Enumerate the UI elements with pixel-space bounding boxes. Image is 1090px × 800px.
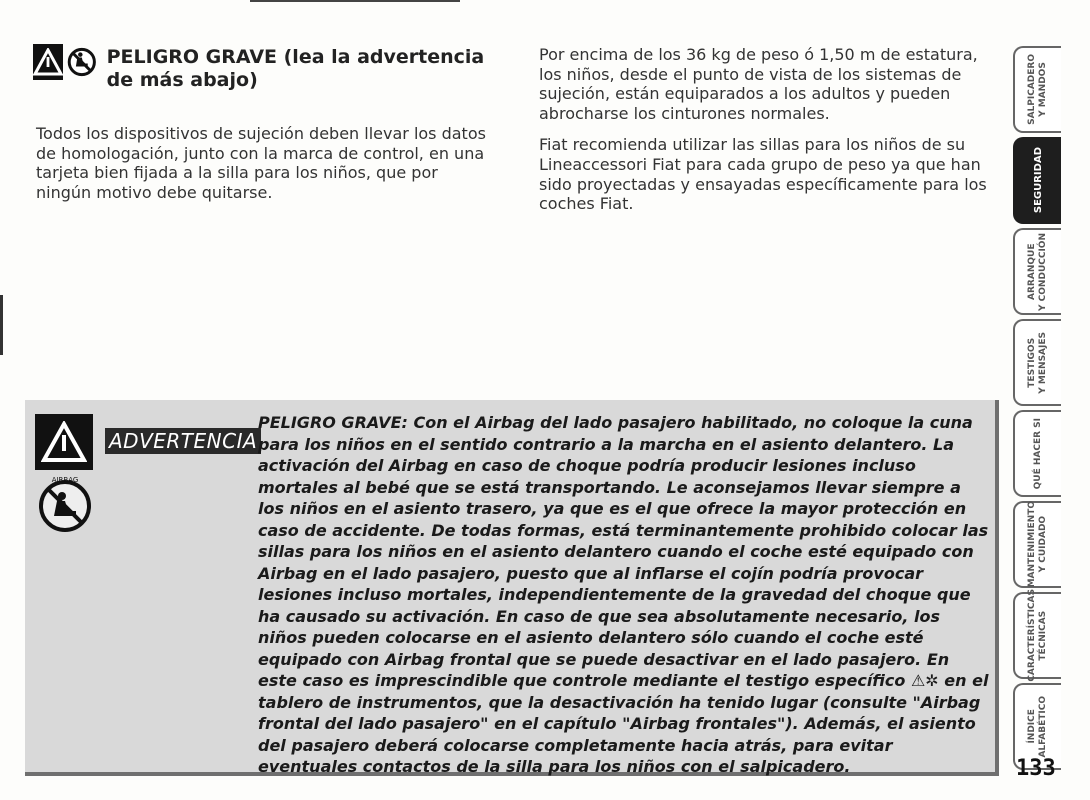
danger-section [33,44,503,92]
advertencia-text [258,412,990,778]
tab-label: SEGURIDAD [1032,147,1044,214]
tab-arranque[interactable] [1013,228,1061,315]
tab-caracteristicas[interactable] [1013,589,1061,682]
tab-label: MANTENIMIENTO Y CUIDADO [1027,501,1048,588]
tab-label: ÍNDICE ALFABÉTICO [1027,695,1048,758]
tab-label: SALPICADERO Y MANDOS [1027,54,1048,125]
tab-salpicadero[interactable] [1013,46,1061,133]
advertencia-text-part1: PELIGRO GRAVE: Con el Airbag del lado pasajero habilitado, no coloque la cuna para los niños en el sentido contrario a la marcha en el asiento delantero. La activación del Airbag en caso de choque podría producir lesiones incluso mortales al bebé que se está transportando. Le aconsejamos llevar siempre a los niños en el asiento trasero, ya que es el que ofrece la mayor protección en caso de accidente. De todas formas, está terminantemente prohibido colocar las sillas para los niños en el asiento delantero cuando el coche esté equipado con Airbag en el lado pasajero, puesto que al inflarse el cojín podría provocar lesiones incluso mortales, independientemente de la gravedad del choque que ha causado su activación. En caso de que sea absolutamente necesario, los niños pueden colocarse en el asiento delantero sólo cuando el coche esté equipado con Airbag frontal que se puede desactivar en el lado pasajero. En este caso es imprescindible que controle mediante el testigo específico [258,413,989,690]
tab-label: ARRANQUE Y CONDUCCIÓN [1027,232,1048,311]
advertencia-box [25,400,999,776]
danger-title: PELIGRO GRAVE (lea la advertencia de más abajo) [106,46,485,91]
tab-label: TESTIGOS Y MENSAJES [1027,331,1048,394]
tab-que-hacer-si[interactable] [1013,410,1061,497]
tab-seguridad[interactable] [1013,137,1061,224]
warning-triangle-icon [35,414,93,470]
advertencia-text-part2: en el tablero de instrumentos, que la desactivación ha tenido lugar (consulte "Airbag frontal del lado pasajero" en el capítulo "Airbag frontales"). Además, el asiento del pasajero deberá colocarse completamente hacia atrás, para evitar eventuales contactos de la silla para los niños con el salpicadero. [258,671,989,776]
tab-mantenimiento[interactable] [1013,501,1061,588]
section-tabs [1013,46,1061,774]
warning-triangle-icon [33,44,63,80]
airbag-testigo-icon: ⚠︎✲ [910,671,939,690]
tab-label: QUÉ HACER SI [1032,417,1043,490]
page-number: 133 [1016,756,1056,781]
danger-header [33,44,503,92]
fiat-recommendation-paragraph: Fiat recomienda utilizar las sillas para los niños de su Lineaccessori Fiat para cada grupo de peso ya que han sido proyectadas y ensayadas específicamente para los coches Fiat. [539,135,987,214]
no-child-seat-icon [67,42,97,82]
tab-testigos[interactable] [1013,319,1061,406]
airbag-label: AIRBAG [51,476,79,484]
tab-label: CARACTERÍSTICAS TÉCNICAS [1027,589,1048,682]
margin-mark [0,295,3,355]
airbag-no-child-seat-icon [35,474,95,534]
advertencia-label: ADVERTENCIA [105,428,261,454]
weight-paragraph: Por encima de los 36 kg de peso ó 1,50 m de estatura, los niños, desde el punto de vista de los sistemas de sujeción, están equiparados a los adultos y pueden abrocharse los cinturones normales. [539,45,978,123]
right-column [539,45,999,226]
homologation-paragraph: Todos los dispositivos de sujeción deben llevar los datos de homologación, junto con la marca de control, en una tarjeta bien fijada a la silla para los niños, que por ningún motivo debe quitarse. [36,124,486,202]
top-rule [250,0,460,2]
